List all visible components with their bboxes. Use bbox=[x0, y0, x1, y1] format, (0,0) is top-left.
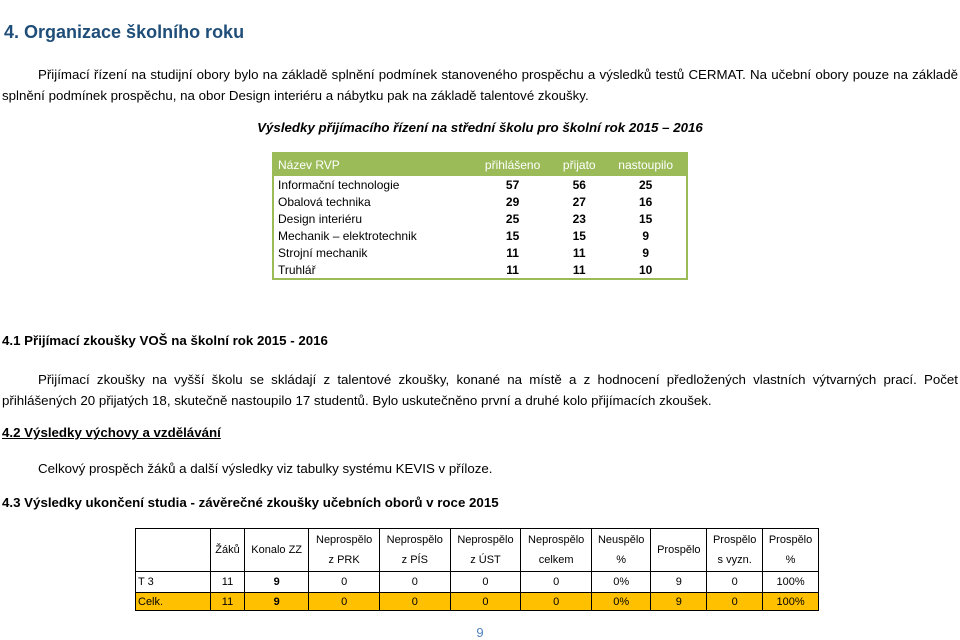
admissions-table-caption: Výsledky přijímacího řízení na střední školu pro školní rok 2015 – 2016 bbox=[257, 120, 703, 135]
admissions-table bbox=[272, 152, 688, 280]
program-name: Obalová technika bbox=[278, 194, 371, 209]
cell: 9 bbox=[244, 593, 308, 611]
program-name: Design interiéru bbox=[278, 211, 363, 226]
col-accepted-header: přijato bbox=[553, 153, 605, 176]
cell: 0 bbox=[379, 572, 450, 593]
cell: 0 bbox=[309, 593, 380, 611]
applied-count: 11 bbox=[506, 262, 519, 277]
enrolled-count: 9 bbox=[642, 228, 649, 243]
table-row bbox=[136, 572, 819, 593]
col-enrolled-header: nastoupilo bbox=[605, 153, 687, 176]
accepted-count: 56 bbox=[572, 177, 586, 192]
table-row bbox=[273, 193, 687, 210]
accepted-count: 11 bbox=[572, 262, 586, 277]
enrolled-count: 25 bbox=[638, 177, 653, 192]
cell: 0% bbox=[591, 572, 650, 593]
final-header-row bbox=[136, 529, 819, 572]
cell: 0 bbox=[707, 572, 763, 593]
header-cell: Neprospělo celkem bbox=[521, 529, 592, 572]
intro-paragraph: Přijímací řízení na studijní obory bylo na základě splnění podmínek stanoveného prospěchu a výsledků testů CERMAT. Na učební obory pouze na základě splnění podmínek prospěchu, na obor Design interiéru a nábytku pak na základě talentové zkoušky. bbox=[2, 67, 958, 103]
cell: 9 bbox=[651, 572, 707, 593]
cell: 11 bbox=[211, 572, 245, 593]
row-label: Celk. bbox=[136, 593, 211, 611]
table-row bbox=[273, 176, 687, 193]
cell: 9 bbox=[651, 593, 707, 611]
col-name-header: Název RVP bbox=[273, 153, 472, 176]
enrolled-count: 15 bbox=[638, 211, 653, 226]
cell: 0 bbox=[707, 593, 763, 611]
enrolled-count: 9 bbox=[642, 245, 649, 260]
subsection-4-1-heading: 4.1 Přijímací zkoušky VOŠ na školní rok 2015 - 2016 bbox=[2, 333, 328, 348]
program-name: Informační technologie bbox=[278, 177, 400, 192]
header-cell: Prospělo % bbox=[763, 529, 819, 572]
applied-count: 57 bbox=[505, 177, 520, 192]
cell: 0 bbox=[379, 593, 450, 611]
page-number: 9 bbox=[476, 625, 484, 640]
table-row bbox=[273, 210, 687, 227]
header-cell: Neuspělo % bbox=[591, 529, 650, 572]
applied-count: 25 bbox=[505, 211, 520, 226]
table-row bbox=[136, 593, 819, 611]
subsection-4-2-heading: 4.2 Výsledky výchovy a vzdělávání bbox=[2, 425, 221, 440]
accepted-count: 15 bbox=[572, 228, 586, 243]
program-name: Mechanik – elektrotechnik bbox=[278, 228, 417, 243]
cell: 9 bbox=[244, 572, 308, 593]
subsection-4-3-heading: 4.3 Výsledky ukončení studia - závěrečné zkoušky učebních oborů v roce 2015 bbox=[2, 495, 499, 510]
cell: 0 bbox=[450, 593, 521, 611]
header-cell bbox=[136, 529, 211, 572]
cell: 0 bbox=[309, 572, 380, 593]
subsection-4-1-text: Přijímací zkoušky na vyšší školu se skládají z talentové zkoušky, konané na místě a z hodnocení předložených vlastních výtvarných prací. Počet přihlášených 20 přijatých 18, skutečně nastoupilo 17 studentů. Bylo uskutečněno první a druhé kolo přijímacích zkoušek. bbox=[2, 372, 958, 408]
enrolled-count: 10 bbox=[638, 262, 653, 277]
applied-count: 29 bbox=[505, 194, 520, 209]
enrolled-count: 16 bbox=[638, 194, 653, 209]
subsection-4-2-text: Celkový prospěch žáků a další výsledky viz tabulky systému KEVIS v příloze. bbox=[38, 461, 493, 476]
final-exams-table bbox=[135, 528, 819, 611]
header-cell: Prospělo bbox=[651, 529, 707, 572]
cell: 100% bbox=[763, 593, 819, 611]
cell: 0 bbox=[521, 593, 592, 611]
row-label: T 3 bbox=[136, 572, 211, 593]
program-name: Truhlář bbox=[278, 262, 316, 277]
applied-count: 15 bbox=[505, 228, 520, 243]
accepted-count: 27 bbox=[572, 194, 586, 209]
table-row bbox=[273, 227, 687, 244]
program-name: Strojní mechanik bbox=[278, 245, 368, 260]
accepted-count: 23 bbox=[572, 211, 586, 226]
accepted-count: 11 bbox=[572, 245, 586, 260]
header-cell: Neprospělo z ÚST bbox=[450, 529, 521, 572]
section-heading: 4. Organizace školního roku bbox=[4, 22, 245, 42]
admissions-header-row bbox=[273, 153, 687, 176]
cell: 0% bbox=[591, 593, 650, 611]
col-applied-header: přihlášeno bbox=[472, 153, 553, 176]
header-cell: Neprospělo z PÍS bbox=[379, 529, 450, 572]
header-cell: Neprospělo z PRK bbox=[309, 529, 380, 572]
cell: 0 bbox=[521, 572, 592, 593]
table-row bbox=[273, 244, 687, 261]
cell: 0 bbox=[450, 572, 521, 593]
table-row bbox=[273, 261, 687, 279]
header-cell: Žáků bbox=[211, 529, 245, 572]
applied-count: 11 bbox=[506, 245, 519, 260]
header-cell: Prospělo s vyzn. bbox=[707, 529, 763, 572]
cell: 100% bbox=[763, 572, 819, 593]
header-cell: Konalo ZZ bbox=[244, 529, 308, 572]
cell: 11 bbox=[211, 593, 245, 611]
